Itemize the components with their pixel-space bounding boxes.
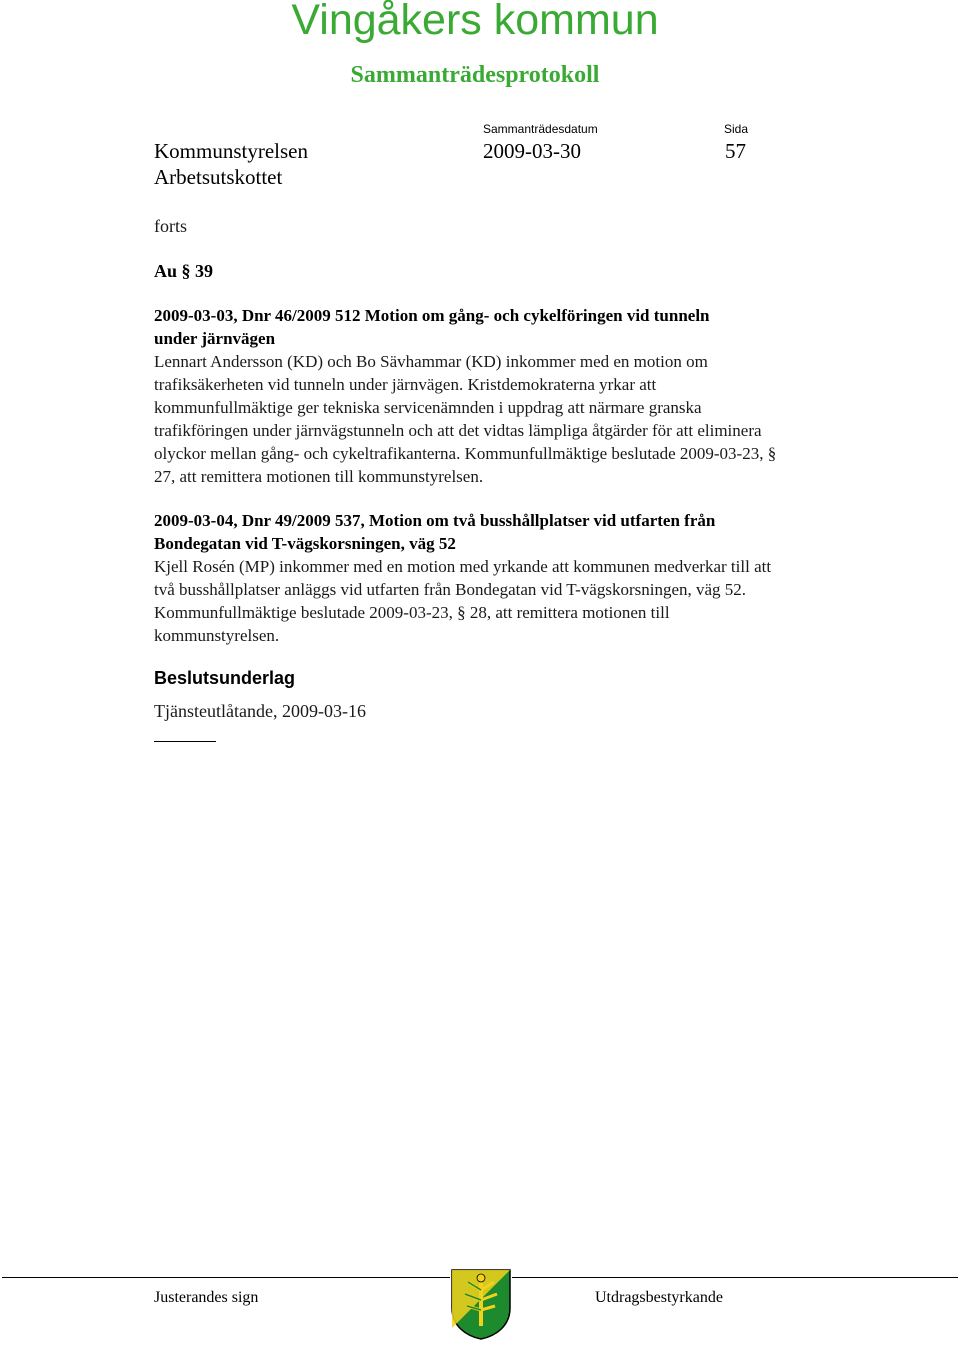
continued-marker: forts	[154, 216, 187, 236]
end-rule	[154, 741, 216, 742]
item2-body: Kjell Rosén (MP) inkommer med en motion med yrkande att kommunen medverkar till att två busshållplatser anläggs vid utfarten från Bondegatan vid T-vägskorsningen, väg 52. Kommunfullmäktige beslutade 2009-03-23, § 28, att remittera motionen till kommunstyrelsen.	[154, 557, 772, 645]
page-label: Sida	[724, 122, 749, 136]
basis-item: Tjänsteutlåtande, 2009-03-16	[154, 701, 366, 721]
document-type-title: Sammanträdesprotokoll	[350, 62, 600, 88]
municipal-coat-of-arms-icon	[450, 1268, 512, 1340]
item1-body: Lennart Andersson (KD) och Bo Sävhammar (KD) inkommer med en motion om trafiksäkerheten vid tunneln under järnvägen. Kristdemokraterna yrkar att kommunfullmäktige ger tekniska servicenämnden i uppdrag att närmare granska trafikföringen under järnvägstunneln och att det vidtas lämpliga åtgärder för att eliminera olyckor mellan gång- och cykeltrafikanterna. Kommunfullmäktige beslutade 2009-03-23, § 27, att remittera motionen till kommunstyrelsen.	[154, 352, 777, 486]
organization-title: Vingåkers kommun	[291, 0, 659, 44]
page-number: 57	[725, 139, 746, 163]
sub-body-name: Arbetsutskottet	[154, 165, 283, 189]
meeting-date-label: Sammanträdesdatum	[483, 122, 598, 136]
meeting-date: 2009-03-30	[483, 139, 581, 163]
body-name: Kommunstyrelsen	[154, 139, 308, 163]
basis-heading: Beslutsunderlag	[154, 668, 296, 688]
footer-signature-label: Justerandes sign	[154, 1289, 259, 1306]
paragraph-reference: Au § 39	[154, 261, 214, 281]
item1-heading: 2009-03-03, Dnr 46/2009 512 Motion om gång- och cykelföringen vid tunneln under järnvägen	[154, 306, 710, 348]
item2-heading: 2009-03-04, Dnr 49/2009 537, Motion om två busshållplatser vid utfarten från Bondegatan vid T-vägskorsningen, väg 52	[154, 511, 716, 553]
footer-certification-label: Utdragsbestyrkande	[595, 1289, 723, 1306]
